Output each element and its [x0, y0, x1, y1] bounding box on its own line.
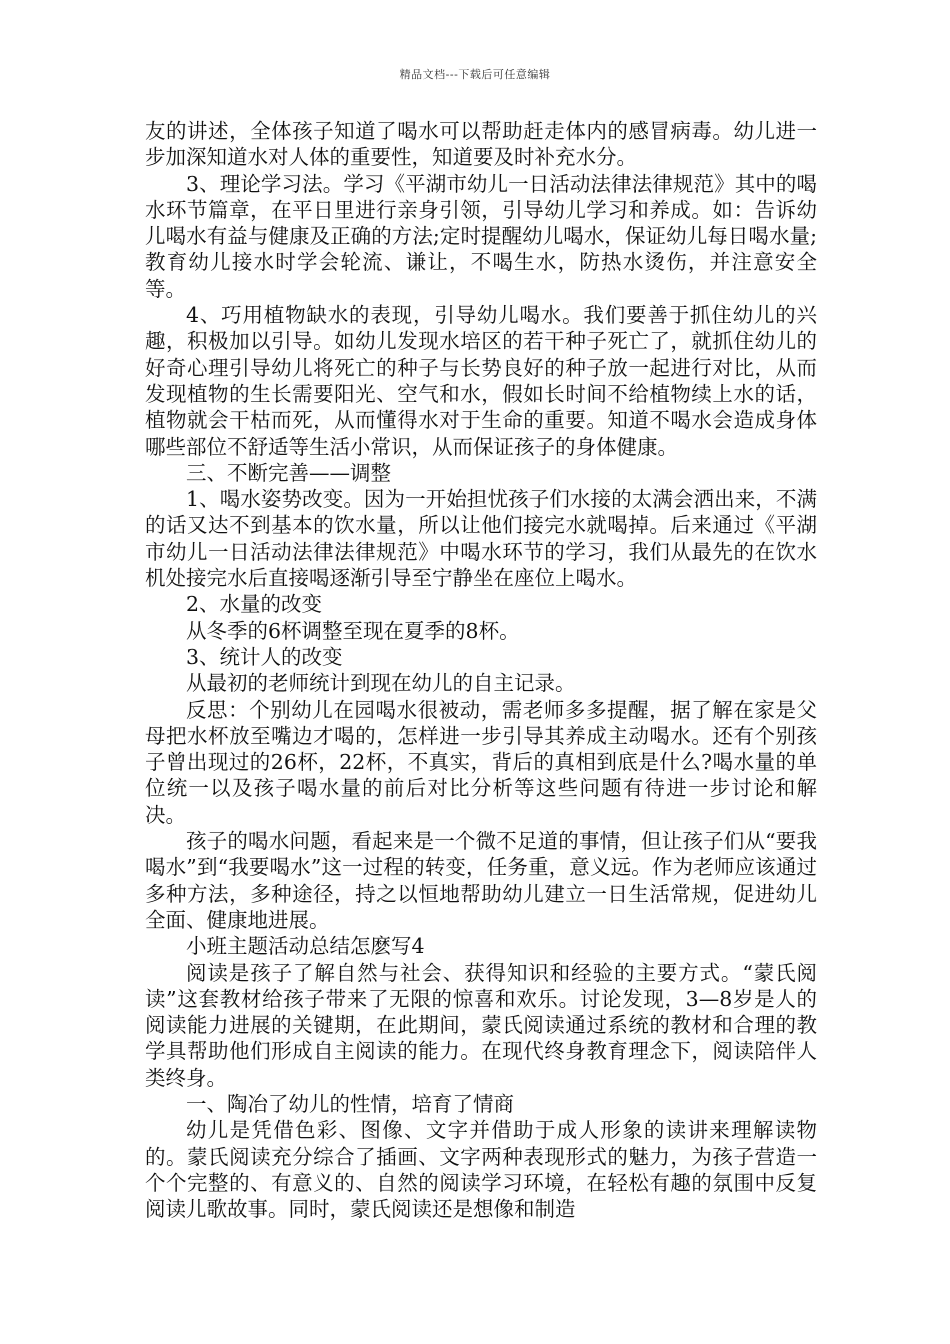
paragraph: 友的讲述，全体孩子知道了喝水可以帮助赶走体内的感冒病毒。幼儿进一步加深知道水对人体的重要性，知道要及时补充水分。 [145, 119, 817, 170]
paragraph: 从冬季的6杯调整至现在夏季的8杯。 [186, 618, 520, 643]
section-heading: 三、不断完善——调整 [186, 460, 391, 485]
page-header: 精品文档---下载后可任意编辑 [399, 68, 551, 81]
paragraph: 3、理论学习法。学习《平湖市幼儿一日活动法律法律规范》其中的喝水环节篇章，在平日里进行亲身引领，引导幼儿学习和养成。如：告诉幼儿喝水有益与健康及正确的方法;定时提醒幼儿喝水，保证幼儿每日喝水量;教育幼儿接水时学会轮流、谦让，不喝生水，防热水烫伤，并注意安全等。 [145, 171, 817, 301]
paragraph: 反思：个别幼儿在园喝水很被动，需老师多多提醒，据了解在家是父母把水杯放至嘴边才喝的，怎样进一步引导其养成主动喝水。还有个别孩子曾出现过的26杯，22杯，不真实，背后的真相到底是什么?喝水量的单位统一以及孩子喝水量的前后对比分析等这些问题有待进一步讨论和解决。 [145, 697, 817, 827]
subheading: 2、水量的改变 [186, 592, 323, 617]
subheading: 3、统计人的改变 [186, 644, 343, 669]
section-title: 小班主题活动总结怎麽写4 [186, 934, 425, 959]
paragraph: 阅读是孩子了解自然与社会、获得知识和经验的主要方式。“蒙氏阅读”这套教材给孩子带来了无限的惊喜和欢乐。讨论发现，3—8岁是人的阅读能力进展的关键期，在此期间，蒙氏阅读通过系统的教材和合理的教学具帮助他们形成自主阅读的能力。在现代终身教育理念下，阅读陪伴人类终身。 [145, 960, 817, 1090]
paragraph: 幼儿是凭借色彩、图像、文字并借助于成人形象的读讲来理解读物的。蒙氏阅读充分综合了插画、文字两种表现形式的魅力，为孩子营造一个个完整的、有意义的、自然的阅读学习环境，在轻松有趣的氛围中反复阅读儿歌故事。同时，蒙氏阅读还是想像和制造 [145, 1118, 817, 1222]
paragraph: 4、巧用植物缺水的表现，引导幼儿喝水。我们要善于抓住幼儿的兴趣，积极加以引导。如幼儿发现水培区的若干种子死亡了，就抓住幼儿的好奇心理引导幼儿将死亡的种子与长势良好的种子放一起进行对比，从而发现植物的生长需要阳光、空气和水，假如长时间不给植物续上水的话，植物就会干枯而死，从而懂得水对于生命的重要。知道不喝水会造成身体哪些部位不舒适等生活小常识，从而保证孩子的身体健康。 [145, 303, 817, 459]
paragraph: 1、喝水姿势改变。因为一开始担忧孩子们水接的太满会洒出来，不满的话又达不到基本的饮水量，所以让他们接完水就喝掉。后来通过《平湖市幼儿一日活动法律法律规范》中喝水环节的学习，我们从最先的在饮水机处接完水后直接喝逐渐引导至宁静坐在座位上喝水。 [145, 487, 817, 591]
paragraph: 孩子的喝水问题，看起来是一个微不足道的事情，但让孩子们从“要我喝水”到“我要喝水”这一过程的转变，任务重，意义远。作为老师应该通过多种方法，多种途径，持之以恒地帮助幼儿建立一日生活常规，促进幼儿全面、健康地进展。 [145, 829, 817, 932]
paragraph: 从最初的老师统计到现在幼儿的自主记录。 [186, 671, 576, 696]
section-heading: 一、陶冶了幼儿的性情，培育了情商 [186, 1091, 514, 1116]
document-body [145, 118, 817, 1222]
